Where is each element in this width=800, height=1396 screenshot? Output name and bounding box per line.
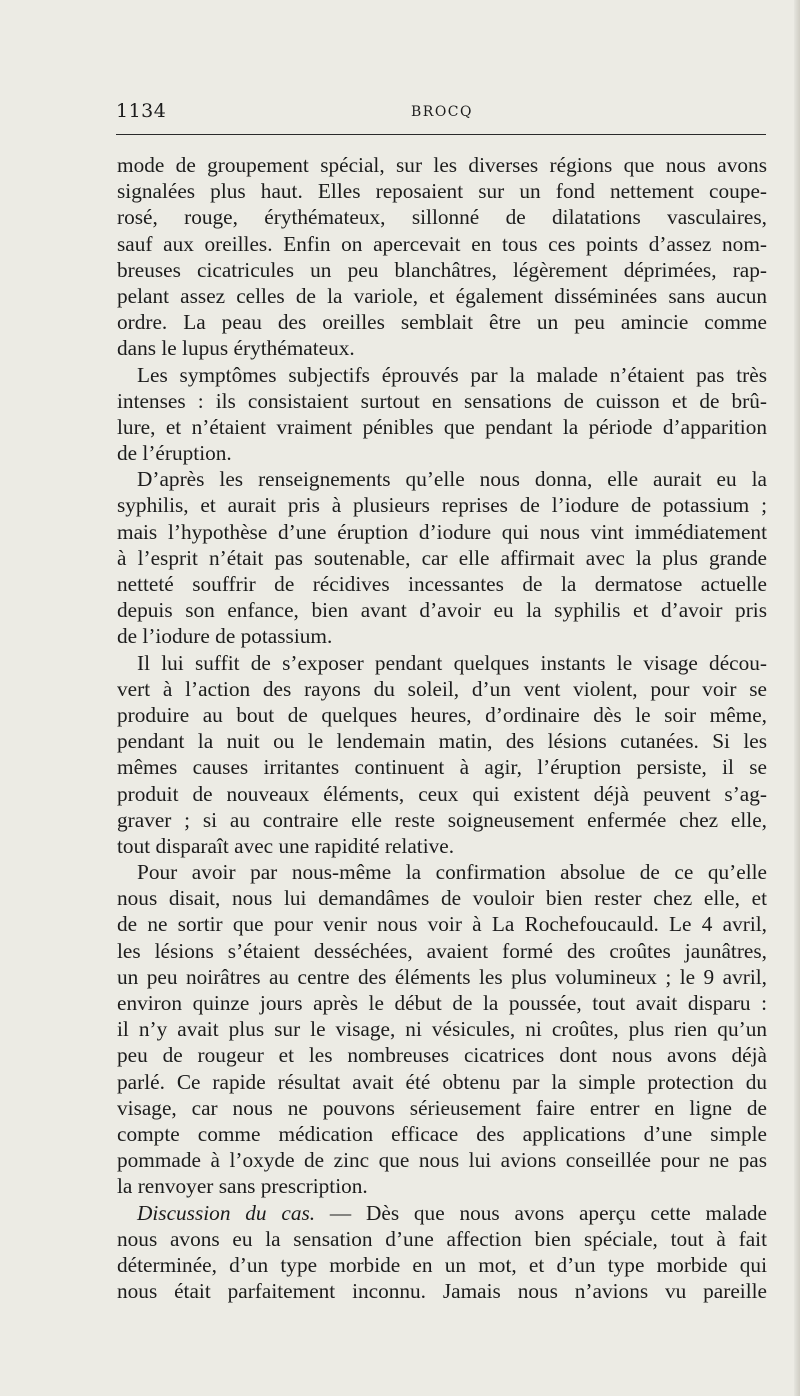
text-line (117, 1278, 767, 1304)
text-line (117, 1042, 767, 1068)
page-header (116, 96, 766, 132)
text-line (117, 833, 767, 859)
text-line (117, 388, 767, 414)
line-text: pendant la nuit ou le lendemain matin, des lésions cutanées. Si les (117, 729, 767, 754)
text-line (117, 204, 767, 230)
line-text: mais l’hypothèse d’une éruption d’iodure qui nous vint immédiatement (117, 519, 767, 544)
page-edge (794, 0, 800, 1396)
text-line (117, 702, 767, 728)
line-text: déterminée, d’un type morbide en un mot, et d’un type morbide qui (117, 1252, 767, 1277)
text-line (117, 938, 767, 964)
text-line (117, 676, 767, 702)
line-text: signalées plus haut. Elles reposaient sur un fond nettement coupe- (117, 179, 767, 204)
line-text: la renvoyer sans prescription. (117, 1174, 368, 1199)
line-text: D’après les renseignements qu’elle nous donna, elle aurait eu la (137, 467, 767, 492)
text-line (117, 990, 767, 1016)
line-text: tout disparaît avec une rapidité relative. (117, 833, 455, 858)
text-line (117, 1147, 767, 1173)
line-text: syphilis, et aurait pris à plusieurs reprises de l’iodure de potassium ; (117, 493, 767, 518)
line-text: visage, car nous ne pouvons sérieusement faire entrer en ligne de (117, 1095, 767, 1120)
line-text: peu de rougeur et les nombreuses cicatrices dont nous avons déjà (117, 1043, 767, 1068)
line-text: sauf aux oreilles. Enfin on apercevait en tous ces points d’assez nom- (117, 231, 767, 256)
line-text: Les symptômes subjectifs éprouvés par la malade n’étaient pas très (137, 362, 767, 387)
line-text: nous avons eu la sensation d’une affection bien spéciale, tout à fait (117, 1226, 767, 1251)
text-line (117, 178, 767, 204)
text-line (117, 781, 767, 807)
text-line (117, 1016, 767, 1042)
line-text: netteté souffrir de récidives incessantes de la dermatose actuelle (117, 572, 767, 596)
text-line (117, 964, 767, 990)
text-line (117, 1069, 767, 1095)
text-line (117, 623, 767, 649)
line-text: Pour avoir par nous-même la confirmation absolue de ce qu’elle (137, 860, 767, 885)
text-line (117, 283, 767, 309)
text-line (117, 754, 767, 780)
line-text: les lésions s’étaient desséchées, avaient formé des croûtes jaunâtres, (117, 938, 767, 963)
text-line (117, 911, 767, 937)
line-text: mêmes causes irritantes continuent à agir, l’éruption persiste, il se (117, 755, 767, 780)
line-text: parlé. Ce rapide résultat avait été obtenu par la simple protection du (117, 1069, 767, 1094)
text-line (117, 1121, 767, 1147)
body-text (117, 152, 767, 1304)
line-text: vert à l’action des rayons du soleil, d’un vent violent, pour voir se (117, 676, 767, 701)
text-line (117, 545, 767, 571)
page-number: 1134 (116, 100, 167, 122)
text-line (117, 728, 767, 754)
line-text: depuis son enfance, bien avant d’avoir eu la syphilis et d’avoir pris (117, 598, 767, 623)
text-line (117, 519, 767, 545)
text-line (117, 466, 767, 492)
text-line (117, 492, 767, 518)
line-text: breuses cicatricules un peu blanchâtres, légèrement déprimées, rap- (117, 257, 767, 282)
running-head: BROCQ (411, 104, 473, 120)
line-text: produire au bout de quelques heures, d’ordinaire dès le soir même, (117, 702, 767, 727)
line-text: dans le lupus érythémateux. (117, 336, 355, 361)
line-text: un peu noirâtres au centre des éléments les plus volumineux ; le 9 avril, (117, 964, 767, 989)
line-text: pelant assez celles de la variole, et également disséminées sans aucun (117, 283, 767, 308)
text-line (117, 257, 767, 283)
line-text: nous disait, nous lui demandâmes de vouloir bien rester chez elle, et (117, 886, 767, 911)
text-line (117, 1095, 767, 1121)
line-text: de l’iodure de potassium. (117, 624, 333, 649)
line-text: à l’esprit n’était pas soutenable, car elle affirmait avec la plus grande (117, 545, 767, 570)
line-text: Il lui suffit de s’exposer pendant quelques instants le visage décou- (137, 650, 767, 675)
line-text: il n’y avait plus sur le visage, ni vésicules, ni croûtes, plus rien qu’un (117, 1017, 767, 1042)
text-line (117, 1173, 767, 1199)
line-text: pommade à l’oxyde de zinc que nous lui avions conseillée pour ne pas (117, 1148, 767, 1173)
line-text: rosé, rouge, érythémateux, sillonné de dilatations vasculaires, (117, 205, 767, 230)
text-line (117, 1200, 767, 1226)
text-line (117, 231, 767, 257)
line-text: intenses : ils consistaient surtout en sensations de cuisson et de brû- (117, 388, 767, 413)
line-text: de ne sortir que pour venir nous voir à La Rochefoucauld. Le 4 avril, (117, 912, 767, 937)
line-text: de l’éruption. (117, 441, 232, 466)
line-text: graver ; si au contraire elle reste soigneusement enfermée chez elle, (117, 807, 767, 832)
text-line (117, 650, 767, 676)
header-rule (116, 134, 766, 135)
text-line (117, 309, 767, 335)
text-line (117, 885, 767, 911)
line-text: nous était parfaitement inconnu. Jamais nous n’avions vu pareille (117, 1279, 767, 1304)
text-line (117, 571, 767, 597)
line-text: compte comme médication efficace des applications d’une simple (117, 1121, 767, 1146)
text-line (117, 859, 767, 885)
italic-heading: Discussion du cas. (137, 1200, 316, 1225)
text-line (117, 440, 767, 466)
line-text: lure, et n’étaient vraiment pénibles que pendant la période d’apparition (117, 414, 767, 439)
line-text: mode de groupement spécial, sur les diverses régions que nous avons (117, 153, 767, 177)
line-text: produit de nouveaux éléments, ceux qui existent déjà peuvent s’ag- (117, 781, 767, 806)
line-text: environ quinze jours après le début de la poussée, tout avait disparu : (117, 991, 767, 1015)
text-line (117, 1252, 767, 1278)
line-text: ordre. La peau des oreilles semblait être un peu amincie comme (117, 310, 767, 335)
text-line (117, 152, 767, 178)
text-line (117, 414, 767, 440)
text-line (117, 335, 767, 361)
line-text: — Dès que nous avons aperçu cette malade (315, 1200, 768, 1225)
text-line (117, 807, 767, 833)
text-line (117, 362, 767, 388)
text-line (117, 1226, 767, 1252)
text-line (117, 597, 767, 623)
